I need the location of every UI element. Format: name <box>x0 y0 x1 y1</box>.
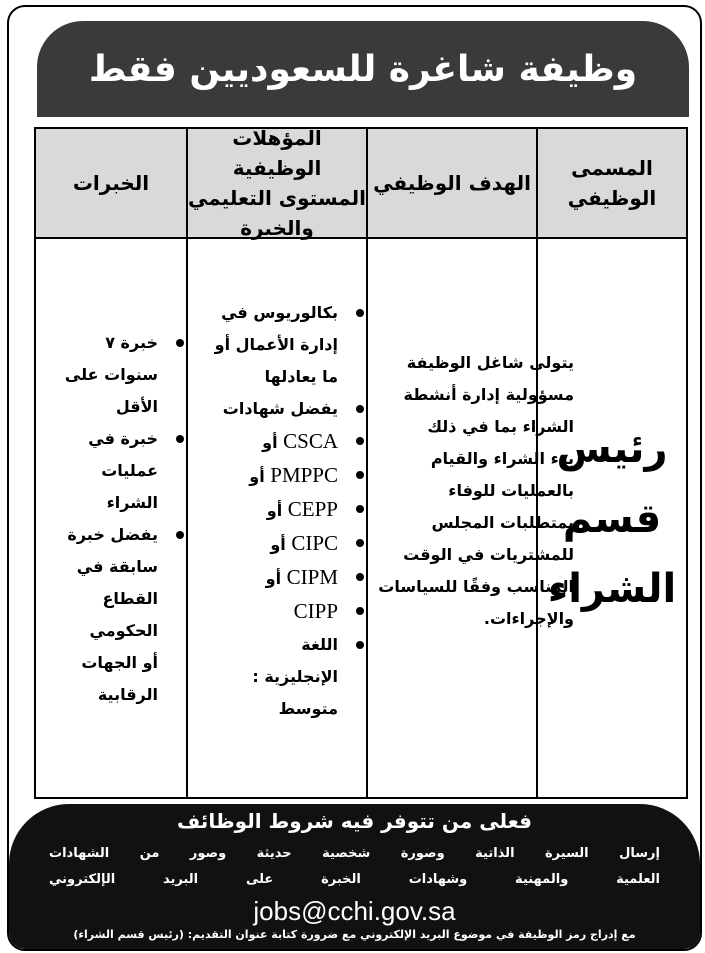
bullet-icon <box>356 405 364 413</box>
header-qualifications: المؤهلات الوظيفية المستوى التعليمي والخبرة <box>188 125 366 240</box>
list-item-line: CIPC أو <box>270 531 338 555</box>
bullet-icon <box>356 641 364 649</box>
footer-section <box>9 804 700 949</box>
list-item-line: عمليات <box>101 461 158 480</box>
ad-frame <box>7 5 702 951</box>
footer-instructions-line: إرسال السيرة الذاتية وصورة شخصية حديثة وصور من الشهادات <box>49 846 660 861</box>
header-experience: الخبرات <box>72 170 150 195</box>
list-item-line: ما يعادلها <box>264 367 338 386</box>
list-item-line: CSCA أو <box>262 429 338 453</box>
list-item <box>194 459 364 493</box>
list-item-line: CIPP <box>293 599 338 623</box>
footer-title: فعلى من تتوفر فيه شروط الوظائف <box>176 809 532 833</box>
experience-list <box>46 327 184 711</box>
list-item-line: خبرة في <box>88 429 158 448</box>
header-job-title: المسمى الوظيفي <box>567 155 657 210</box>
list-item-line: بكالوريوس في <box>221 303 338 322</box>
list-item-line: القطاع <box>102 589 158 608</box>
list-item <box>194 561 364 595</box>
list-item-line: الأقل <box>115 397 158 416</box>
bullet-icon <box>176 531 184 539</box>
bullet-icon <box>356 437 364 445</box>
list-item <box>194 493 364 527</box>
list-item-line: الإنجليزية : <box>252 667 338 686</box>
list-item-line: الشراء <box>106 493 158 512</box>
list-item-line: الحكومي <box>89 621 158 640</box>
bullet-icon <box>356 539 364 547</box>
list-item <box>46 519 184 711</box>
list-item-line: متوسط <box>278 699 338 718</box>
list-item-line: CEPP أو <box>266 497 338 521</box>
list-item-line: أو الجهات <box>81 653 158 672</box>
application-email-link[interactable]: jobs@cchi.gov.sa <box>253 896 456 926</box>
header-banner <box>37 21 689 117</box>
bullet-icon <box>356 471 364 479</box>
job-title-line: رئيس <box>556 425 668 472</box>
list-item <box>46 423 184 519</box>
job-goal-text: يتولى شاغل الوظيفة مسؤولية إدارة أنشطة الشراء بما في ذلك بدء الشراء والقيام بالعمليات للوفاء بمتطلبات المجلس للمشتريات في الوقت المناسب وفقًا للسياسات والإجراءات. <box>378 353 574 628</box>
list-item-line: CIPM أو <box>265 565 338 589</box>
qualifications-list <box>194 297 364 725</box>
list-item <box>194 297 364 393</box>
header-job-goal: الهدف الوظيفي <box>373 170 531 195</box>
list-item <box>194 425 364 459</box>
list-item-line: PMPPC أو <box>249 463 338 487</box>
bullet-icon <box>356 607 364 615</box>
job-title-line: قسم <box>562 495 662 542</box>
page-title: وظيفة شاغرة للسعوديين فقط <box>88 48 638 90</box>
list-item <box>194 393 364 425</box>
footer-instructions-line: العلمية والمهنية وشهادات الخبرة على البريد الإلكتروني <box>49 872 660 887</box>
list-item-line: إدارة الأعمال أو <box>214 335 338 354</box>
list-item-line: يفضل شهادات <box>222 399 338 418</box>
bullet-icon <box>176 339 184 347</box>
job-table <box>34 127 688 799</box>
list-item-line: اللغة <box>301 635 338 654</box>
list-item <box>194 527 364 561</box>
list-item <box>194 629 364 725</box>
bullet-icon <box>176 435 184 443</box>
bullet-icon <box>356 309 364 317</box>
list-item <box>46 327 184 423</box>
footer-note: مع إدراج رمز الوظيفة في موضوع البريد الإلكتروني مع ضرورة كتابة عنوان التقديم: (رئيس قسم الشراء) <box>73 928 636 941</box>
list-item-line: الرقابية <box>97 685 158 704</box>
list-item-line: خبرة ٧ <box>105 333 158 352</box>
list-item-line: سنوات على <box>64 365 158 384</box>
list-item-line: سابقة في <box>76 557 158 576</box>
bullet-icon <box>356 505 364 513</box>
list-item-line: يفضل خبرة <box>67 525 158 544</box>
list-item <box>194 595 364 629</box>
bullet-icon <box>356 573 364 581</box>
job-title-line: الشراء <box>547 565 677 612</box>
